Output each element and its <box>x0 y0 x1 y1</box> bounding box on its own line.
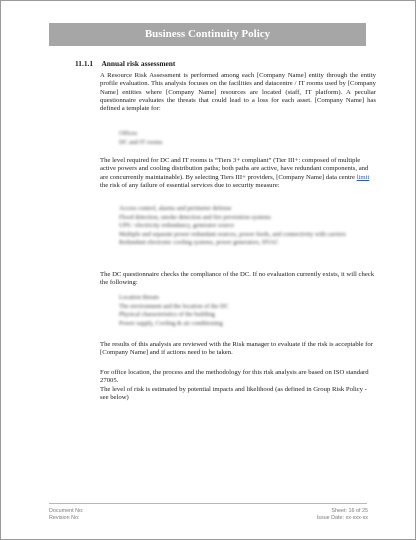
list-item: • Access control, alarms and perimeter defense <box>119 205 376 214</box>
security-measures-list <box>100 205 376 248</box>
list-item: • Redundant electronic cooling systems, power generators, HVAC <box>119 239 376 248</box>
intro-paragraph: A Resource Risk Assessment is performed among each [Company Name] entity through the entity profile evaluation. This analysis focuses on the facilities and datacentre / IT rooms used by [Company Name] entities where [Company Name] resources are located (staff, IT platform). A peculiar questionnaire evaluates the threats that could lead to a loss for each asset. [Company Name] has defined a template for: <box>100 72 376 113</box>
issue-date: Issue Date: xx-xxx-xx <box>316 515 368 521</box>
template-list-block <box>100 130 376 147</box>
security-list-block <box>100 205 376 248</box>
section-title: Annual risk assessment <box>101 59 176 68</box>
results-paragraph: The results of this analysis are reviewed with the Risk manager to evaluate if the risk is acceptable for [Company Name] and if actions need to be taken. <box>100 341 373 357</box>
list-item: • Location threats <box>119 294 376 303</box>
list-item: • Flood detection, smoke detection and fire prevention systems <box>119 214 376 223</box>
list-item: • The environment and the location of the DC <box>119 303 376 312</box>
dc-paragraph-block <box>100 271 376 288</box>
list-item: • DC and IT rooms <box>119 139 376 148</box>
office-paragraph-block <box>100 369 376 402</box>
list-item: • Power supply, Cooling & air conditioning <box>119 320 376 329</box>
tier-paragraph <box>100 157 376 190</box>
dc-questionnaire-paragraph: The DC questionnaire checks the compliance of the DC. If no evaluation currently exists, it will check the following: <box>100 271 375 287</box>
check-list-block <box>100 294 376 328</box>
list-item: • Physical characteristics of the building <box>119 311 376 320</box>
revision-number: Revision No: <box>49 515 80 521</box>
intro-paragraph-block <box>100 72 376 113</box>
tier-text-part-1: The level required for DC and IT rooms is “Tiers 3+ compliant” (Tier III+: composed of multiple active powers and cooling distribution paths; both paths are active, have redundant components, and are concurrently maintainable). By selecting Tiers III+ providers, [Company Name] data centre <box>100 157 369 181</box>
tier-paragraph-block <box>100 157 376 190</box>
office-location-paragraph: For office location, the process and the methodology for this risk analysis are based on ISO standard 27005. <box>100 369 369 385</box>
section-number: 11.1.1 <box>75 59 94 68</box>
footer-divider <box>49 503 367 504</box>
tier-text-part-2: the risk of any failure of essential services due to security measure: <box>100 181 280 189</box>
document-number: Document No: <box>49 508 84 514</box>
limit-link[interactable]: limit <box>356 173 370 181</box>
results-paragraph-block <box>100 341 376 358</box>
list-item: • Offices <box>119 130 376 139</box>
sheet-number: Sheet: 16 of 25 <box>331 508 368 514</box>
list-item: • UPS / electricity redundancy, generator source <box>119 222 376 231</box>
dc-check-list <box>100 294 376 328</box>
list-item: • Multiple and separate power redundant sources, power feeds, and connectivity with carriers <box>119 231 376 240</box>
risk-level-paragraph: The level of risk is estimated by potential impacts and likelihood (as defined in Group Risk Policy - see below) <box>100 385 367 401</box>
template-list <box>100 130 376 147</box>
section-heading <box>75 59 175 68</box>
page-title-banner: Business Continuity Policy <box>49 23 366 46</box>
